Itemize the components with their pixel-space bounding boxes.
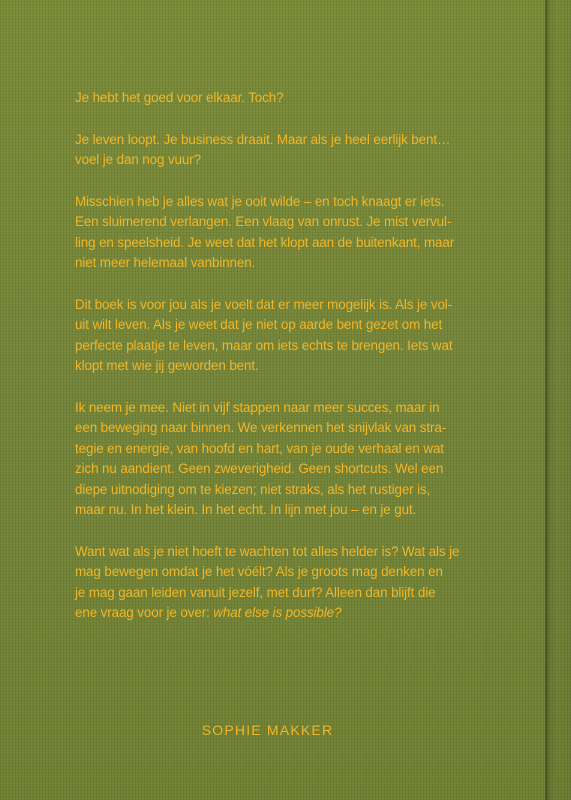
text-line: een beweging naar binnen. We verkennen het snijvlak van stra-	[75, 420, 447, 435]
text-line-prefix: ene vraag voor je over:	[75, 605, 214, 620]
text-line: mag bewegen omdat je het vóélt? Als je groots mag denken en	[75, 564, 443, 579]
text-line: je mag gaan leiden vanuit jezelf, met durf? Alleen dan blijft die	[75, 584, 436, 600]
paragraph-4	[75, 295, 475, 377]
text-line: Een sluimerend verlangen. Een vlaag van onrust. Je mist vervul-	[75, 214, 452, 229]
paragraph-5	[75, 398, 475, 521]
text-line: tegie en energie, van hoofd en hart, van je oude verhaal en wat	[75, 440, 444, 456]
text-line: Want wat als je niet hoeft te wachten tot alles helder is? Wat als je	[75, 543, 460, 559]
text-line: voel je dan nog vuur?	[75, 152, 201, 167]
paragraph-3	[75, 192, 475, 274]
text-line: zich nu aandient. Geen zweverigheid. Geen shortcuts. Wel een	[75, 461, 444, 476]
paragraph-1	[75, 88, 475, 109]
paragraph-2	[75, 130, 475, 171]
blurb-text	[75, 88, 475, 645]
text-line: diepe uitnodiging om te kiezen; niet straks, als het rustiger is,	[75, 481, 431, 497]
text-line: perfecte plaatje te leven, maar om iets echts te brengen. Iets wat	[75, 337, 453, 353]
text-line: klopt met wie jij geworden bent.	[75, 358, 259, 373]
author-name: SOPHIE MAKKER	[201, 722, 334, 738]
text-line-final	[75, 603, 475, 624]
closing-question: what else is possible?	[213, 605, 342, 620]
text-line: ling en speelsheid. Je weet dat het klopt aan de buitenkant, maar	[75, 234, 455, 250]
paragraph-6	[75, 542, 475, 624]
text-line: uit wilt leven. Als je weet dat je niet op aarde bent gezet om het	[75, 317, 443, 332]
text-line: maar nu. In het klein. In het echt. In lijn met jou – en je gut.	[75, 502, 417, 517]
text-line: Misschien heb je alles wat je ooit wilde – en toch knaagt er iets.	[75, 193, 445, 209]
text-line: Je hebt het goed voor elkaar. Toch?	[75, 90, 284, 105]
text-line: Je leven loopt. Je business draait. Maar als je heel eerlijk bent…	[75, 131, 451, 147]
book-spine-crease	[545, 0, 547, 800]
book-spine-shadow	[545, 0, 571, 800]
text-line: Dit boek is voor jou als je voelt dat er meer mogelijk is. Als je vol-	[75, 296, 453, 312]
text-line: Ik neem je mee. Niet in vijf stappen naar meer succes, maar in	[75, 399, 440, 415]
text-line: niet meer helemaal vanbinnen.	[75, 255, 256, 270]
